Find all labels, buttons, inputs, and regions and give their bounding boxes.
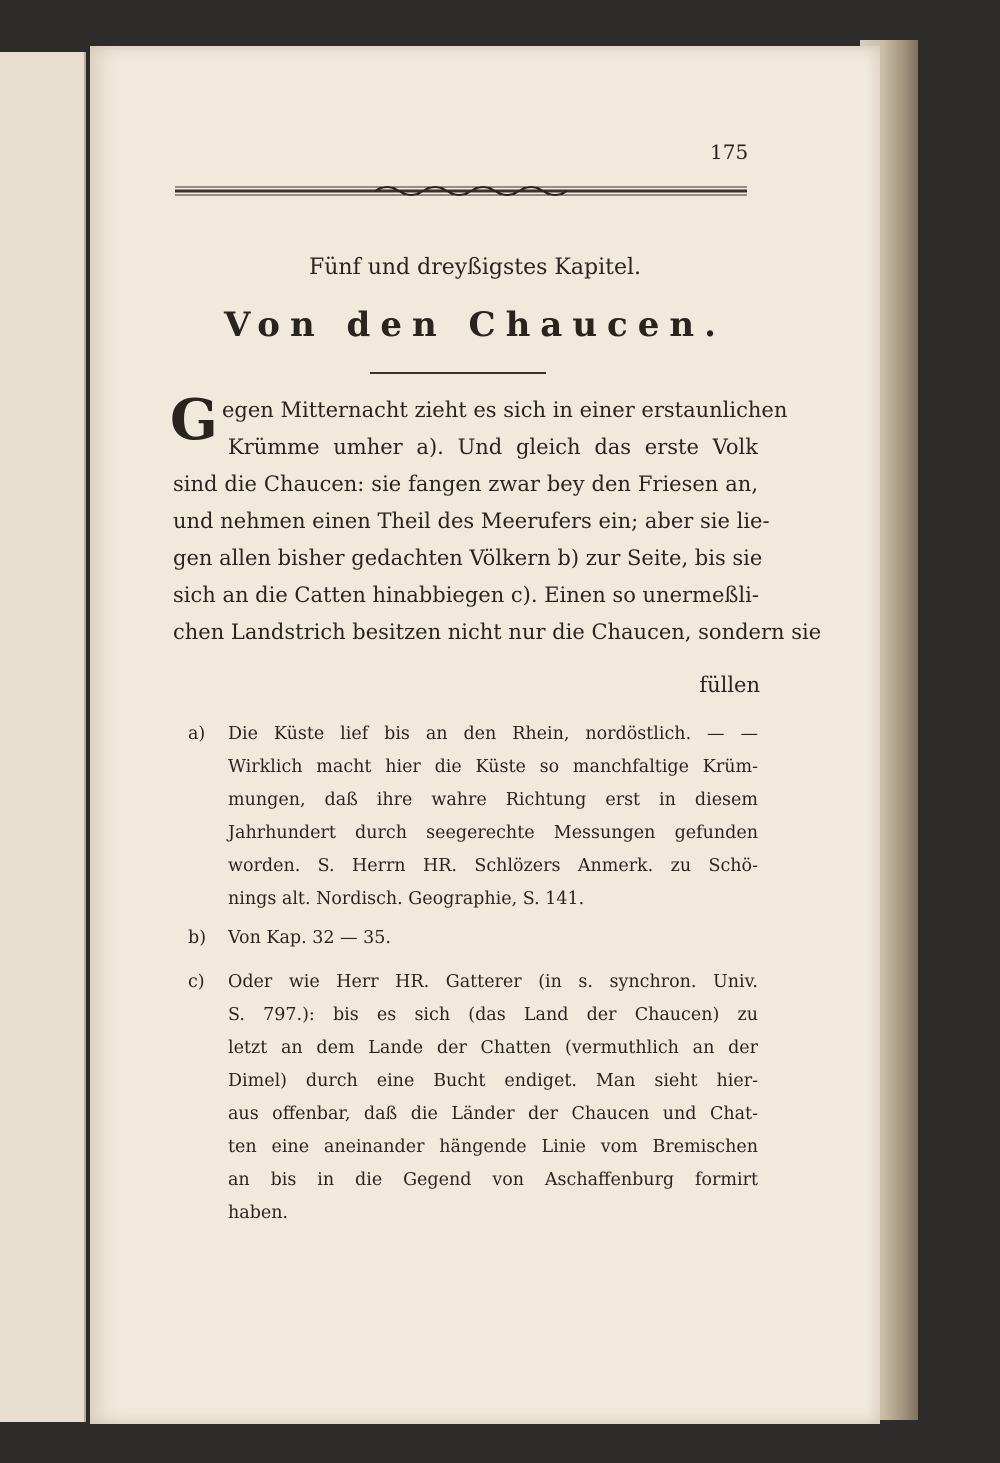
page-number: 175 — [710, 140, 749, 164]
footnote-mark: b) — [188, 928, 207, 948]
footnote-line: nings alt. Nordisch. Geographie, S. 141. — [228, 889, 585, 909]
footnote-mark: c) — [188, 972, 205, 992]
footnote-line: S. 797.): bis es sich (das Land der Chaucen) zu — [228, 1005, 758, 1025]
footnote-line: ten eine aneinander hängende Linie vom Bremischen — [228, 1137, 758, 1157]
body-line: gen allen bisher gedachten Völkern b) zur Seite, bis sie — [173, 546, 763, 570]
ornamental-rule — [175, 184, 747, 198]
footnote-line: haben. — [228, 1203, 289, 1223]
footnote-line: Jahrhundert durch seegerechte Messungen gefunden — [228, 823, 758, 843]
footnote-line: an bis in die Gegend von Aschaffenburg formirt — [228, 1170, 758, 1190]
body-line: chen Landstrich besitzen nicht nur die Chaucen, sondern sie — [173, 620, 822, 644]
title-rule — [370, 372, 546, 374]
chapter-title: Von den Chaucen. — [224, 305, 726, 345]
body-line: sich an die Catten hinabbiegen c). Einen so unermeßli- — [173, 583, 759, 607]
footnote-line: Von Kap. 32 — 35. — [228, 928, 391, 948]
body-line: Krümme umher a). Und gleich das erste Volk — [228, 435, 758, 459]
drop-cap: G — [170, 387, 218, 453]
footnote-line: Dimel) durch eine Bucht endiget. Man sieht hier- — [228, 1071, 758, 1091]
chapter-heading: Fünf und dreyßigstes Kapitel. — [308, 255, 641, 280]
footnote-line: letzt an dem Lande der Chatten (vermuthlich an der — [228, 1038, 758, 1058]
body-line: und nehmen einen Theil des Meerufers ein; aber sie lie- — [173, 509, 770, 533]
body-line: sind die Chaucen: sie fangen zwar bey den Friesen an, — [173, 472, 758, 496]
footnote-mark: a) — [188, 724, 206, 744]
footnote-line: Die Küste lief bis an den Rhein, nordöstlich. — — — [228, 724, 758, 744]
footnote-line: mungen, daß ihre wahre Richtung erst in diesem — [228, 790, 758, 810]
catchword: füllen — [699, 673, 760, 697]
footnote-line: worden. S. Herrn HR. Schlözers Anmerk. zu Schö- — [228, 856, 758, 876]
footnote-line: Oder wie Herr HR. Gatterer (in s. synchron. Univ. — [228, 972, 758, 992]
footnote-line: aus offenbar, daß die Länder der Chaucen und Chat- — [228, 1104, 758, 1124]
body-line: egen Mitternacht zieht es sich in einer erstaunlichen — [222, 398, 788, 422]
footnote-line: Wirklich macht hier die Küste so manchfaltige Krüm- — [228, 757, 758, 777]
